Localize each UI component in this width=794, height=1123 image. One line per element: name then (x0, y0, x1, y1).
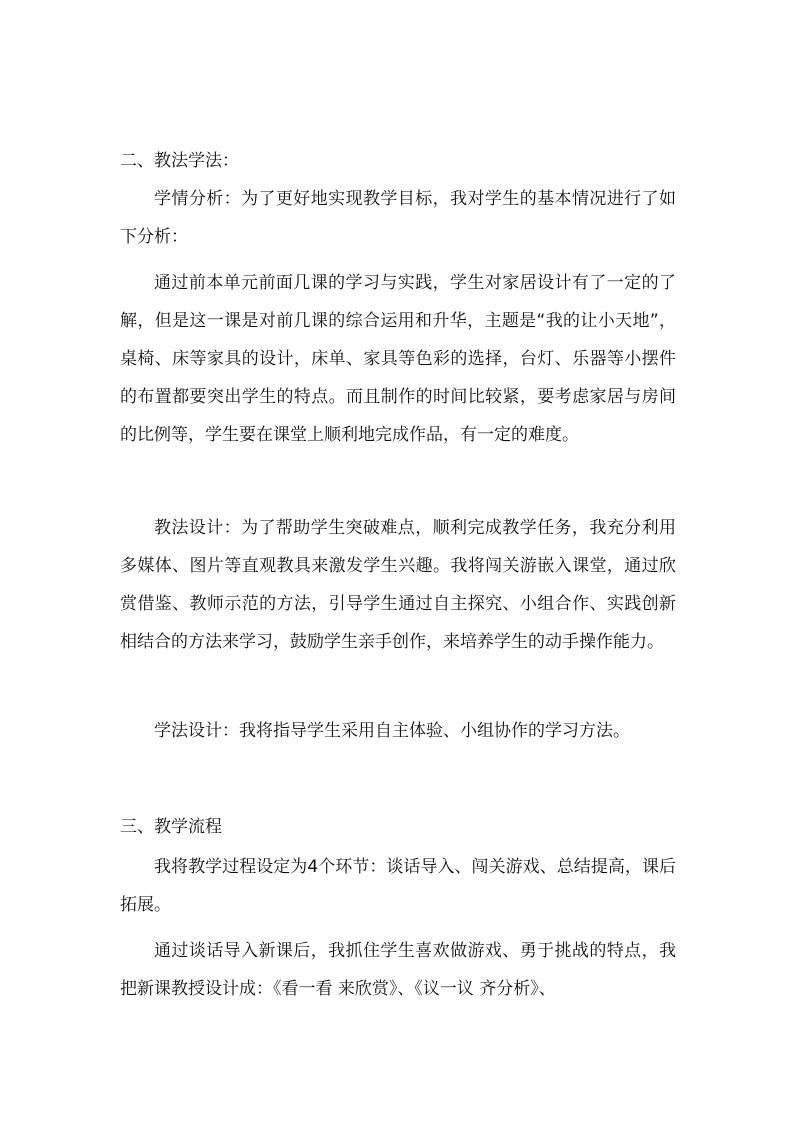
section-heading-teaching-process: 三、教学流程 (120, 817, 222, 837)
paragraph-learning-method-design: 学法设计：我将指导学生采用自主体验、小组协作的学习方法。 (154, 721, 630, 741)
paragraph-learning-analysis: 学情分析：为了更好地实现教学目标，我对学生的基本情况进行了如下分析： (120, 189, 676, 247)
section-heading-teaching-methods: 二、教法学法： (120, 151, 239, 171)
paragraph-teaching-method-design: 教法设计：为了帮助学生突破难点，顺利完成教学任务，我充分利用多媒体、图片等直观教具来激发学生兴趣。我将闯关游嵌入课堂，通过欣赏借鉴、教师示范的方法，引导学生通过自主探究、小组合作、实践创新相结合的方法来学习，鼓励学生亲手创作，来培养学生的动手操作能力。 (120, 518, 676, 652)
paragraph-new-lesson-design: 通过谈话导入新课后，我抓住学生喜欢做游戏、勇于挑战的特点，我把新课教授设计成：《看一看 来欣赏》、《议一议 齐分析》、 (120, 941, 676, 999)
paragraph-process-overview: 我将教学过程设定为4个环节：谈话导入、闯关游戏、总结提高，课后拓展。 (120, 857, 676, 915)
paragraph-student-background: 通过前本单元前面几课的学习与实践，学生对家居设计有了一定的了解，但是这一课是对前几课的综合运用和升华，主题是“我的让小天地”，桌椅、床等家具的设计，床单、家具等色彩的选择，台灯、乐器等小摆件的布置都要突出学生的特点。而且制作的时间比较紧，要考虑家居与房间的比例等，学生要在课堂上顺利地完成作品，有一定的难度。 (120, 273, 676, 445)
